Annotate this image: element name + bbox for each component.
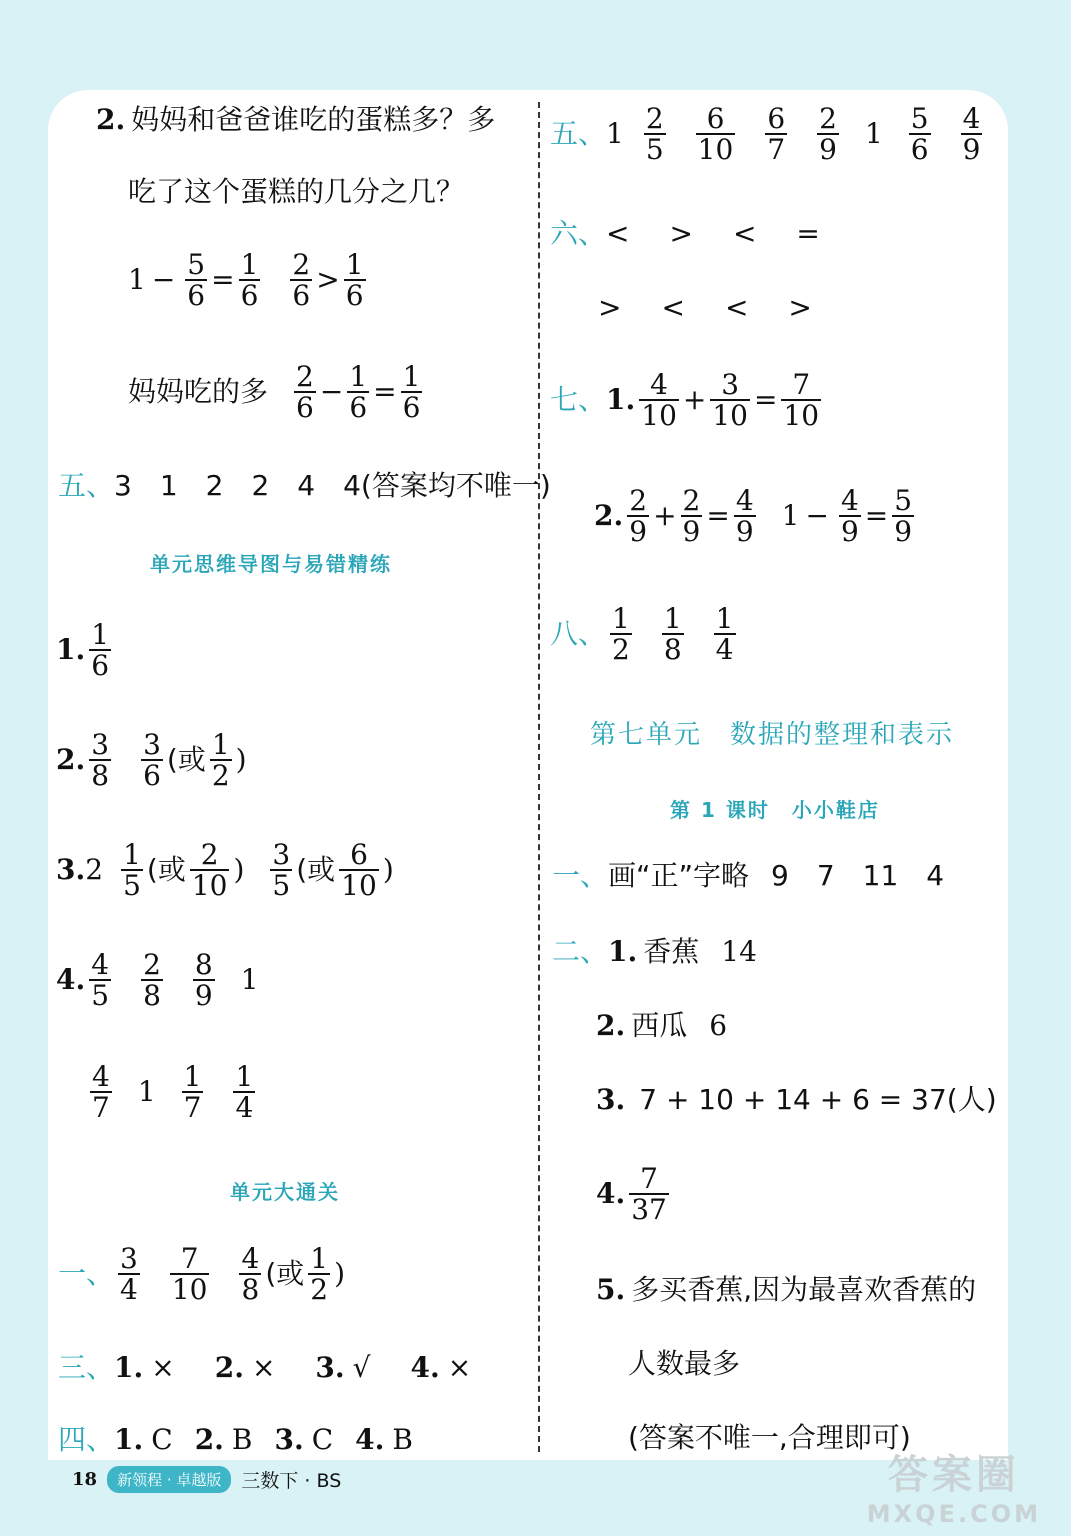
right-liu-row1: 六、 < > < =: [550, 217, 820, 250]
left-wu-row: 五、 3 1 2 2 4 4(答案均不唯一): [58, 469, 551, 502]
left-eq2: 妈妈吃的多 $\frac{2}{6}$ − $\frac{1}{6}$ = $\frac{1}{6}$: [128, 360, 421, 425]
left-q2-line1: 2. 妈妈和爸爸谁吃的蛋糕多？多: [96, 103, 496, 136]
unit-title: 第七单元 数据的整理和表示: [590, 720, 955, 750]
right-er-5-line1: 5. 多买香蕉,因为最喜欢香蕉的: [596, 1273, 977, 1306]
left-eq1: 1 − $\frac{5}{6}$ = $\frac{1}{6}$ $\frac{2}{6}$ > $\frac{1}{6}$: [128, 248, 364, 313]
right-liu-row2: > < < >: [598, 291, 812, 324]
subject-label: 三数下 · BS: [241, 1470, 342, 1492]
left-yi-row: 一、 $\frac{3}{4}$ $\frac{7}{10}$ $\frac{4}{8}$ (或 $\frac{1}{2}$ ): [58, 1242, 346, 1307]
left-san-row: 三、 1. × 2. × 3. √ 4. ×: [58, 1351, 472, 1384]
left-item-4-row2: $\frac{4}{7}$ 1 $\frac{1}{7}$ $\frac{1}{4}$: [92, 1060, 254, 1125]
left-si-row: 四、 1. C 2. B 3. C 4. B: [58, 1423, 413, 1456]
title-mindmap: 单元思维导图与易错精练: [150, 552, 392, 576]
left-item-3: 3. 2 $\frac{1}{5}$ (或 $\frac{2}{10}$ ) $\frac{3}{5}$ (或 $\frac{6}{10}$ ): [56, 838, 394, 903]
right-er-5-line2: 人数最多: [628, 1347, 741, 1380]
left-item-1: 1. $\frac{1}{6}$: [56, 618, 110, 683]
title-unit-test: 单元大通关: [230, 1180, 340, 1204]
right-ba-row: 八、 $\frac{1}{2}$ $\frac{1}{8}$ $\frac{1}{4}$: [550, 602, 734, 667]
right-yi-row: 一、 画“正”字略 9 7 11 4: [552, 859, 945, 892]
left-item-2: 2. $\frac{3}{8}$ $\frac{3}{6}$ (或 $\frac{1}{2}$ ): [56, 728, 247, 793]
right-er-5-line3: (答案不唯一,合理即可): [628, 1421, 911, 1454]
series-badge: 新领程 · 卓越版: [107, 1466, 231, 1493]
left-item-4: 4. $\frac{4}{5}$ $\frac{2}{8}$ $\frac{8}{9}$ 1: [56, 948, 259, 1013]
right-er-1: 二、 1. 香蕉 14: [552, 935, 757, 968]
lesson-title: 第 1 课时 小小鞋店: [670, 798, 880, 822]
watermark: 答案圈 MXQE.COM: [866, 1452, 1041, 1528]
left-q2-line2: 吃了这个蛋糕的几分之几？: [128, 175, 465, 208]
right-er-4: 4. $\frac{7}{37}$: [596, 1162, 667, 1227]
right-qi-2: 2. $\frac{2}{9}$ + $\frac{2}{9}$ = $\frac{4}{9}$ 1 − $\frac{4}{9}$ = $\frac{5}{9}$: [594, 484, 913, 549]
right-er-2: 2. 西瓜 6: [596, 1009, 728, 1042]
footer: [72, 1466, 341, 1493]
right-wu-row: 五、 1 $\frac{2}{5}$ $\frac{6}{10}$ $\frac{6}{7}$ $\frac{2}{9}$ 1 $\frac{5}{6}$ $\frac{4}{9}$: [550, 102, 981, 167]
right-qi-1: 七、 1. $\frac{4}{10}$ + $\frac{3}{10}$ = $\frac{7}{10}$: [550, 368, 820, 433]
page-number: 18: [72, 1469, 98, 1490]
column-divider: [538, 102, 540, 1452]
right-er-3: 3. 7 + 10 + 14 + 6 = 37(人): [596, 1083, 997, 1116]
